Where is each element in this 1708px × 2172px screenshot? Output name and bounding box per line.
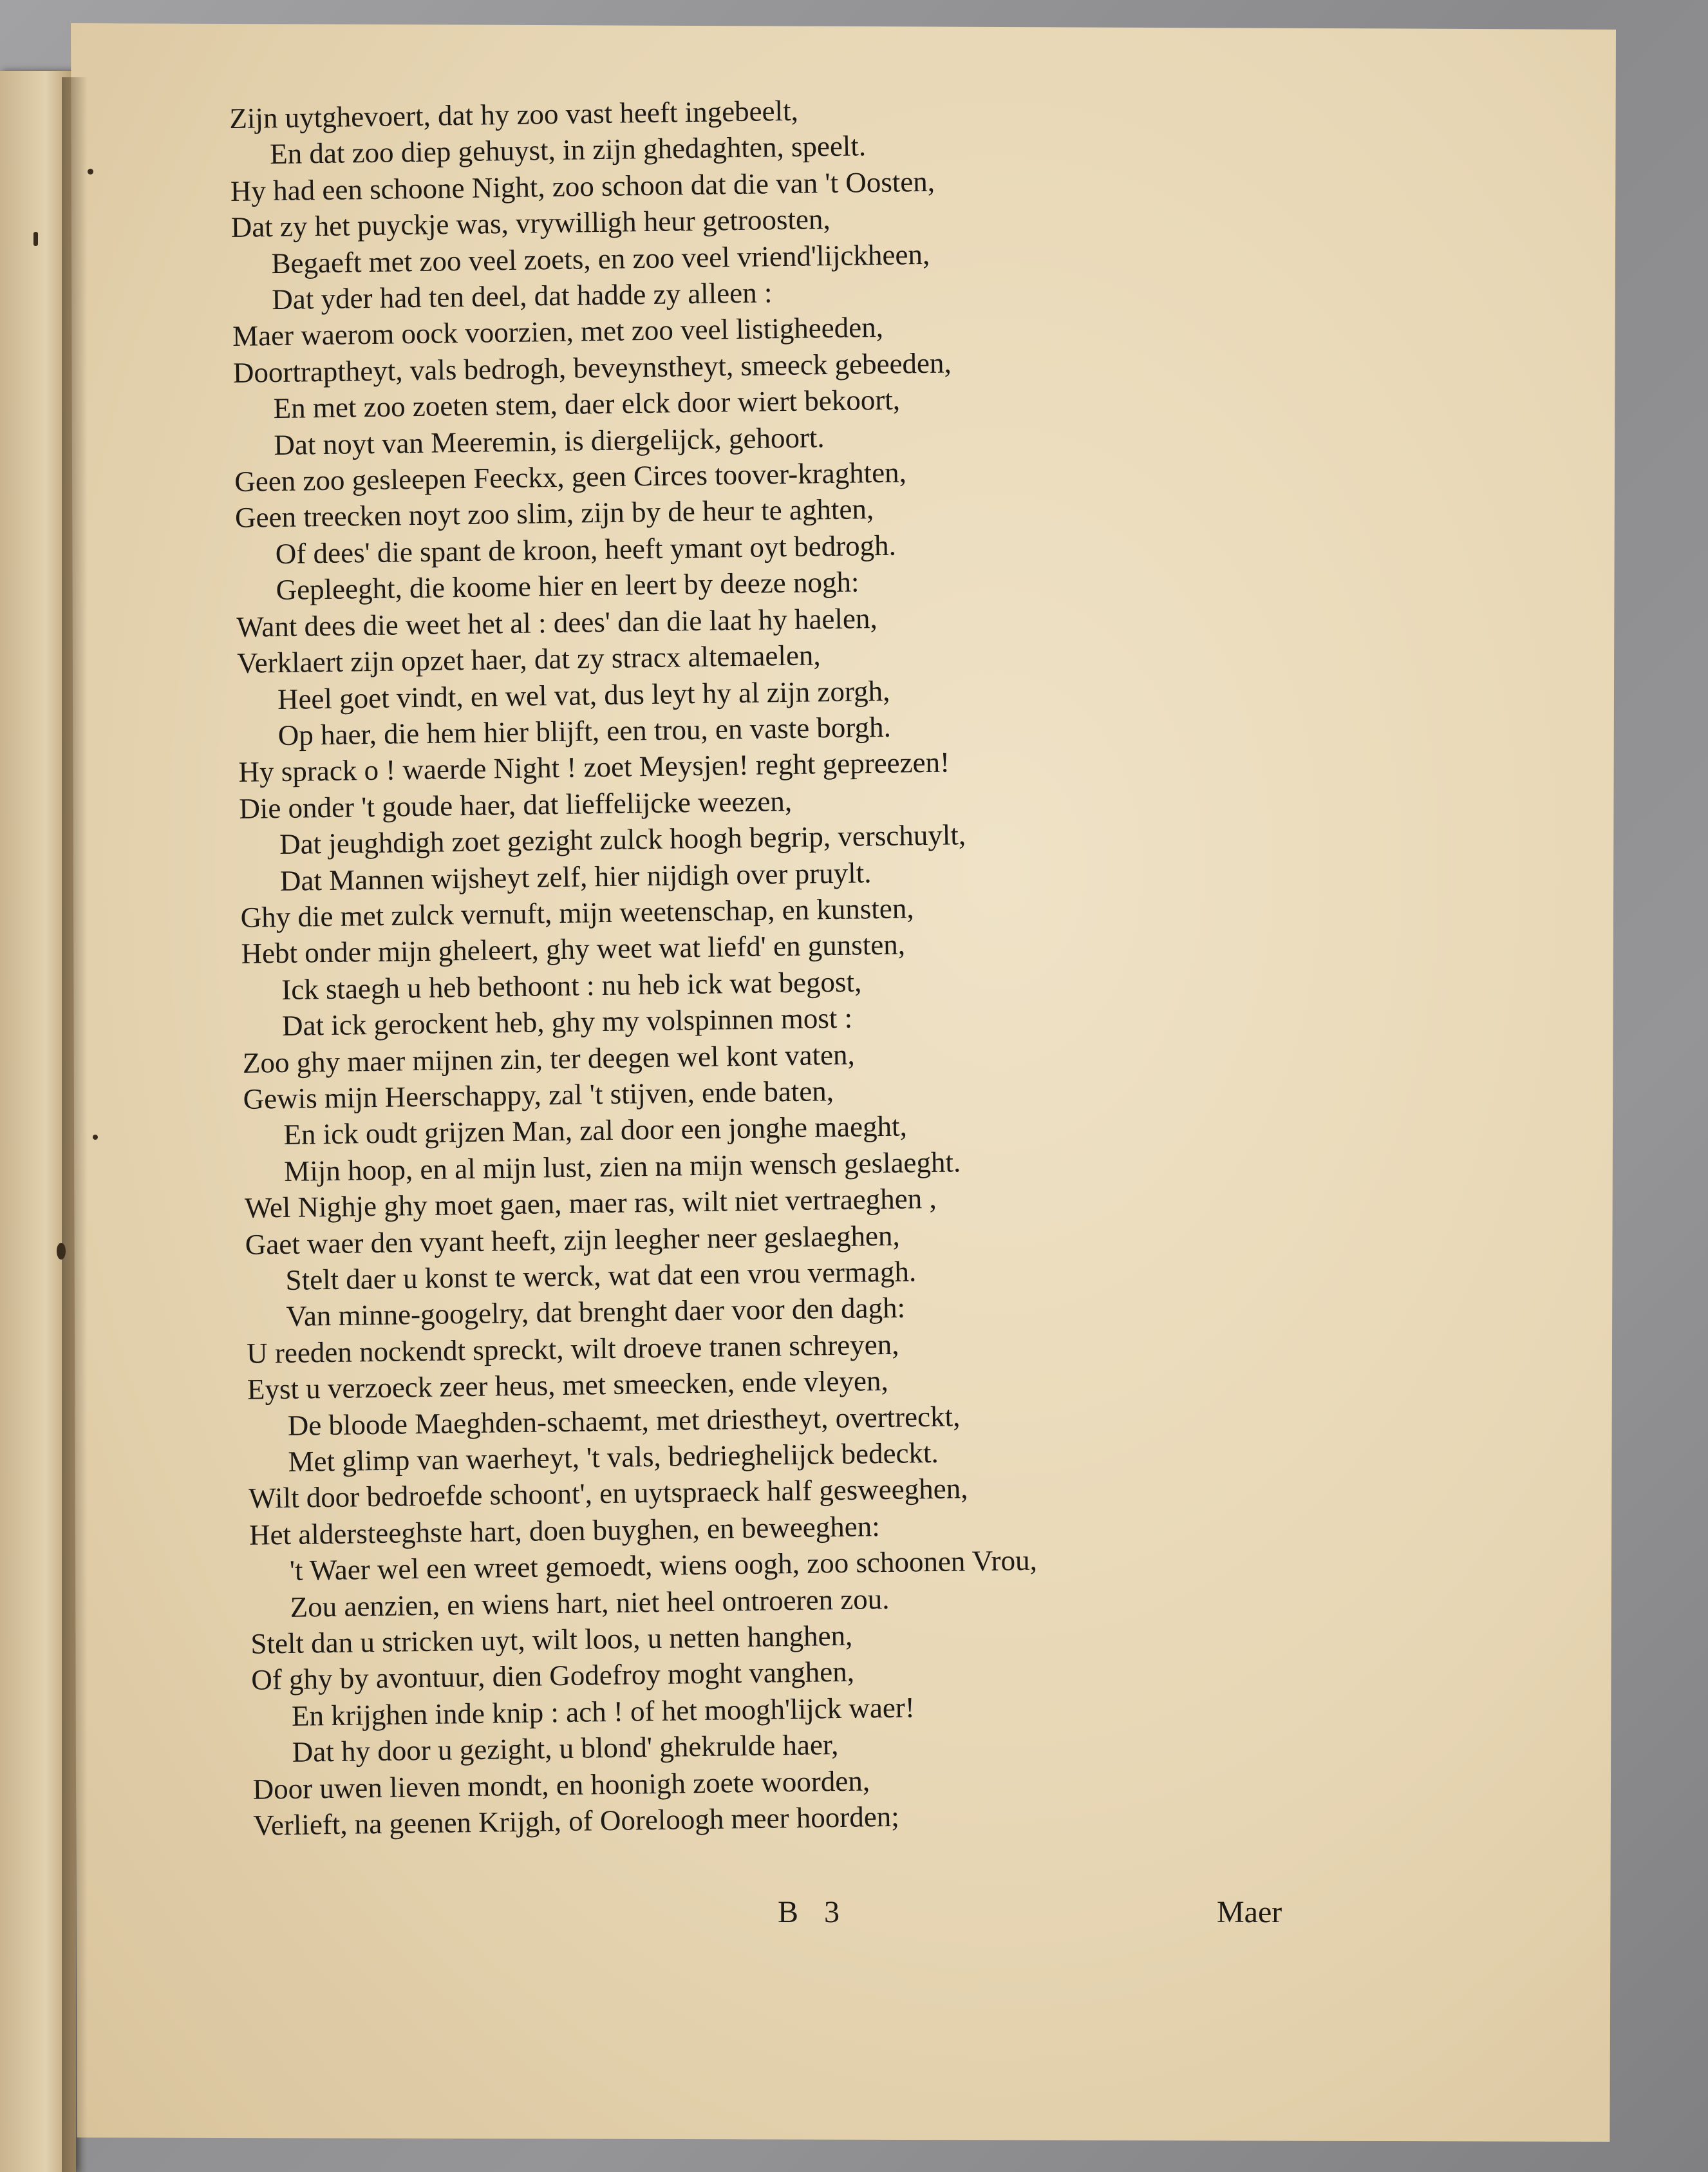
verse-line: Eyst u verzoeck zeer heus, met smeecken, ende vleyen, xyxy=(247,1365,889,1406)
verse-line: Of dees' die spant de kroon, heeft ymant oyt bedrogh. xyxy=(275,529,897,570)
verse-line: Maer waerom oock voorzien, met zoo veel listigheeden, xyxy=(232,311,884,353)
ink-speck xyxy=(88,169,93,175)
verse-line: Of ghy by avontuur, dien Godefroy moght vanghen, xyxy=(250,1656,855,1697)
verse-line: Verklaert zijn opzet haer, dat zy stracx altemaelen, xyxy=(236,639,821,680)
verse-line: Met glimp van waerheyt, 't vals, bedrieghelijck bedeckt. xyxy=(288,1436,939,1478)
verse-line: Hy sprack o ! waerde Night ! zoet Meysjen! reght gepreezen! xyxy=(238,746,950,789)
catchword: Maer xyxy=(1217,1895,1282,1929)
verse-line: Gewis mijn Heerschappy, zal 't stijven, ende baten, xyxy=(243,1075,834,1115)
verse-line: Want dees die weet het al : dees' dan die laat hy haelen, xyxy=(236,601,877,643)
verse-line: Zijn uytghevoert, dat hy zoo vast heeft ingebeelt, xyxy=(229,94,799,135)
signature-mark: B 3 xyxy=(778,1895,849,1929)
verse-line: Dat zy het puyckje was, vrywilligh heur getroosten, xyxy=(230,203,831,244)
verse-line: Stelt dan u stricken uyt, wilt loos, u netten hanghen, xyxy=(250,1619,853,1660)
verse-line: Die onder 't goude haer, dat lieffelijcke weezen, xyxy=(239,784,793,825)
verse-line: Hy had een schoone Night, zoo schoon dat die van 't Oosten, xyxy=(230,165,935,207)
verse-line: Verlieft, na geenen Krijgh, of Ooreloogh meer hoorden; xyxy=(253,1800,900,1842)
verse-line: Doortraptheyt, vals bedrogh, beveynstheyt, smeeck gebeeden, xyxy=(232,346,952,389)
verse-line: Het aldersteeghste hart, doen buyghen, en beweeghen: xyxy=(249,1509,880,1551)
verse-line: Heel goet vindt, en wel vat, dus leyt hy al zijn zorgh, xyxy=(277,674,890,715)
verse-line: En krijghen inde knip : ach ! of het moogh'lijck waer! xyxy=(291,1691,915,1732)
verse-line: En dat zoo diep gehuyst, in zijn ghedaghten, speelt. xyxy=(269,129,867,171)
verse-line: Op haer, die hem hier blijft, een trou, en vaste borgh. xyxy=(277,710,892,751)
verse-line: De bloode Maeghden-schaemt, met driestheyt, overtreckt, xyxy=(287,1399,961,1442)
verse-line: Mijn hoop, en al mijn lust, zien na mijn wensch geslaeght. xyxy=(283,1146,961,1187)
verse-line: En ick oudt grijzen Man, zal door een jonghe maeght, xyxy=(283,1110,908,1151)
verse-line: Gepleeght, die koome hier en leert by deeze nogh: xyxy=(276,565,859,607)
gutter-shadow xyxy=(62,77,88,2172)
verse-line: Door uwen lieven mondt, en hoonigh zoete woorden, xyxy=(252,1764,870,1806)
ink-speck xyxy=(93,1135,98,1140)
verse-line: Dat hy door u gezight, u blond' ghekrulde haer, xyxy=(292,1728,839,1769)
verse-line: Dat Mannen wijsheyt zelf, hier nijdigh over pruylt. xyxy=(279,856,872,897)
verse-line: Geen treecken noyt zoo slim, zijn by de heur te aghten, xyxy=(234,493,874,534)
verse-line: Ghy die met zulck vernuft, mijn weetenschap, en kunsten, xyxy=(240,892,914,934)
ink-speck xyxy=(57,1243,66,1260)
verse-line: U reeden nockendt spreckt, wilt droeve tranen schreyen, xyxy=(246,1328,899,1370)
verse-line: Dat ick gerockent heb, ghy my volspinnen most : xyxy=(281,1001,853,1043)
verse-line: Van minne-googelry, dat brenght daer voor den dagh: xyxy=(286,1291,906,1333)
verse-line: Ick staegh u heb bethoont : nu heb ick wat begost, xyxy=(281,965,862,1006)
verse-line: Wilt door bedroefde schoont', en uytspraeck half gesweeghen, xyxy=(248,1472,968,1515)
verse-line: Wel Nighje ghy moet gaen, maer ras, wilt niet vertraeghen , xyxy=(244,1182,937,1225)
verse-line: 't Waer wel een wreet gemoedt, wiens oogh, zoo schoonen Vrou, xyxy=(289,1544,1038,1587)
verse-line: Dat yder had ten deel, dat hadde zy alleen : xyxy=(271,276,773,316)
verse-line: Dat noyt van Meeremin, is diergelijck, gehoort. xyxy=(274,420,825,461)
verse-line: Hebt onder mijn gheleert, ghy weet wat liefd' en gunsten, xyxy=(241,928,906,970)
verse-line: En met zoo zoeten stem, daer elck door wiert bekoort, xyxy=(273,383,901,425)
verse-text-block xyxy=(229,86,1303,1844)
verse-line: Zoo ghy maer mijnen zin, ter deegen wel kont vaten, xyxy=(242,1038,856,1079)
verse-line: Gaet waer den vyant heeft, zijn leegher neer geslaeghen, xyxy=(245,1219,901,1261)
verse-line: Stelt daer u konst te werck, wat dat een vrou vermagh. xyxy=(285,1255,917,1296)
verse-line: Geen zoo gesleepen Feeckx, geen Circes toover-kraghten, xyxy=(234,456,907,498)
verse-line: Dat jeughdigh zoet gezight zulck hoogh begrip, verschuylt, xyxy=(279,818,966,861)
verse-line: Begaeft met zoo veel zoets, en zoo veel vriend'lijckheen, xyxy=(271,238,930,279)
verse-line: Zou aenzien, en wiens hart, niet heel ontroeren zou. xyxy=(290,1582,890,1623)
ink-speck xyxy=(33,232,38,246)
